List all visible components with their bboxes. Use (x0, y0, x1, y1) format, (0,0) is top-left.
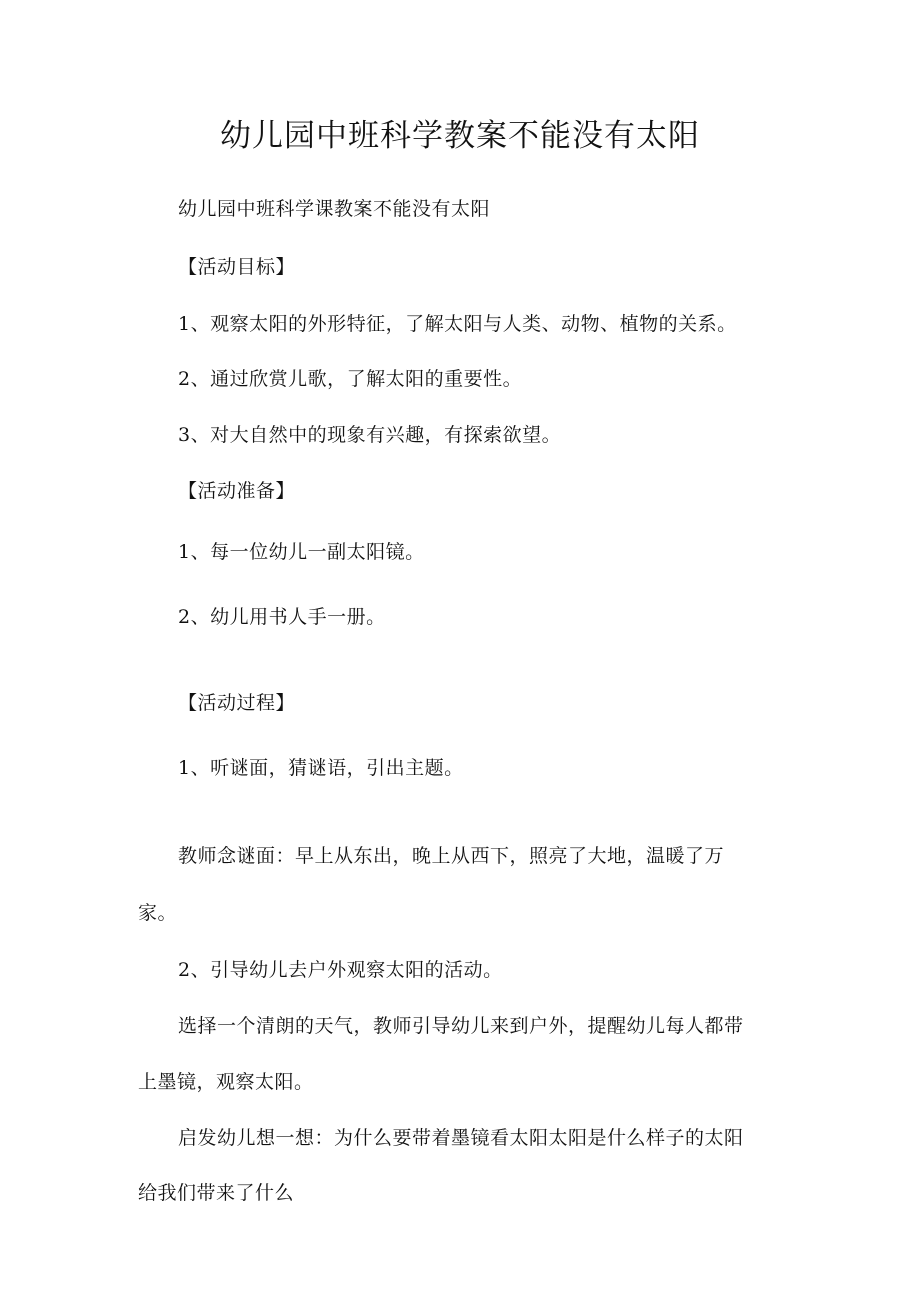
step2-paragraph-2-line-1: 启发幼儿想一想：为什么要带着墨镜看太阳太阳是什么样子的太阳 (178, 1127, 744, 1149)
step2-paragraph-2-line-2: 给我们带来了什么 (138, 1182, 295, 1204)
prep-item-2: 2、幼儿用书人手一册。 (178, 606, 386, 628)
riddle-line-1: 教师念谜面：早上从东出，晚上从西下，照亮了大地，温暖了万 (178, 845, 725, 867)
goal-item-2: 2、通过欣赏儿歌，了解太阳的重要性。 (178, 368, 523, 390)
step2-paragraph-1-line-2: 上墨镜，观察太阳。 (138, 1071, 314, 1093)
prep-heading: 【活动准备】 (178, 480, 296, 502)
process-step-1: 1、听谜面，猜谜语，引出主题。 (178, 757, 464, 779)
goals-heading: 【活动目标】 (178, 256, 296, 278)
step2-paragraph-1-line-1: 选择一个清朗的天气，教师引导幼儿来到户外，提醒幼儿每人都带 (178, 1015, 744, 1037)
process-step-2: 2、引导幼儿去户外观察太阳的活动。 (178, 959, 503, 981)
prep-item-1: 1、每一位幼儿一副太阳镜。 (178, 541, 425, 563)
document-title: 幼儿园中班科学教案不能没有太阳 (220, 118, 700, 154)
document-subtitle: 幼儿园中班科学课教案不能没有太阳 (178, 198, 491, 220)
goal-item-3: 3、对大自然中的现象有兴趣，有探索欲望。 (178, 424, 562, 446)
goal-item-1: 1、观察太阳的外形特征，了解太阳与人类、动物、植物的关系。 (178, 313, 737, 335)
process-heading: 【活动过程】 (178, 692, 296, 714)
riddle-line-2: 家。 (138, 902, 178, 924)
